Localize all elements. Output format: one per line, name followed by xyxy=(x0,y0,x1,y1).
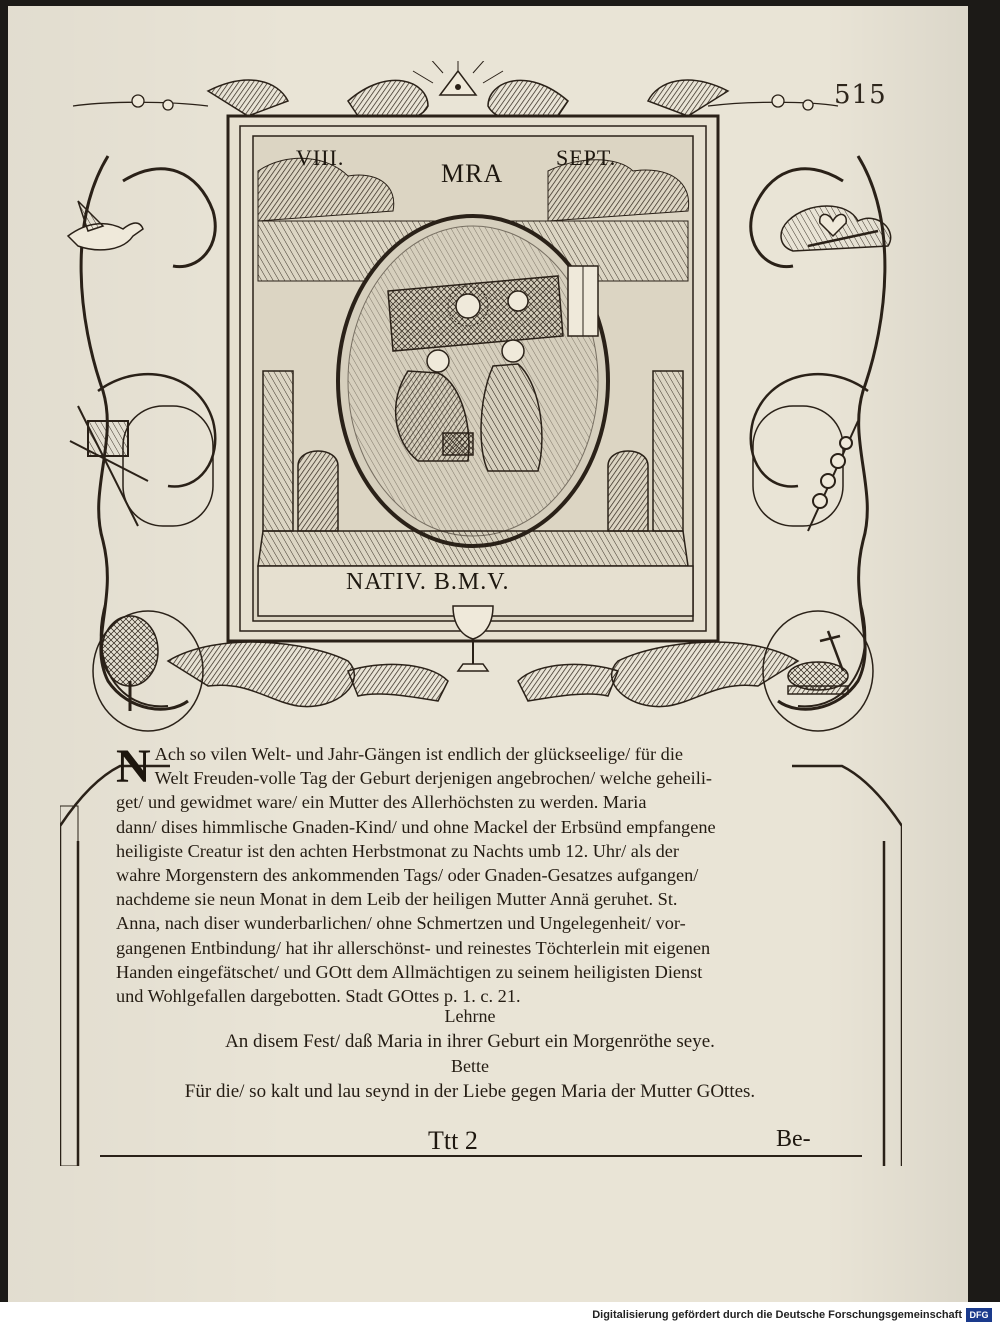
body-line: Ach so vilen Welt- und Jahr-Gängen ist endlich der glückseelige/ für die xyxy=(154,744,684,764)
body-text xyxy=(116,742,824,1008)
drop-cap: N xyxy=(116,740,151,793)
body-line: heiligiste Creatur ist den achten Herbstmonat zu Nachts umb 12. Uhr/ als der xyxy=(116,840,680,861)
signature-mark: Ttt 2 xyxy=(428,1126,478,1155)
body-line: Anna, nach diser wunderbarlichen/ ohne Schmertzen und Ungelegenheit/ vor- xyxy=(116,913,686,934)
catchword: Be- xyxy=(776,1126,811,1152)
prayer-text: Für die/ so kalt und lau seynd in der Liebe gegen Maria der Mutter GOttes. xyxy=(184,1081,756,1102)
dfg-logo: DFG xyxy=(966,1308,992,1322)
page-number: 515 xyxy=(834,80,887,110)
body-line: Handen eingefätschet/ und GOtt dem Allmächtigen zu seinem heiligisten Dienst xyxy=(116,961,703,982)
plate-monogram: MRA xyxy=(441,159,504,188)
plate-month: SEPT. xyxy=(556,145,617,170)
body-line: und Wohlgefallen dargebotten. Stadt GOttes p. 1. c. 21. xyxy=(116,986,521,1007)
plate-day: VIII. xyxy=(296,145,345,170)
body-line: get/ und gewidmet ware/ ein Mutter des Allerhöchsten zu werden. Maria xyxy=(116,792,647,813)
body-line: dann/ dises himmlische Gnaden-Kind/ und ohne Mackel der Erbsünd empfangene xyxy=(116,816,716,837)
heart-cloud-icon xyxy=(781,206,891,251)
prayer-heading: Bette xyxy=(451,1056,489,1076)
body-line: wahre Morgenstern des ankommenden Tags/ oder Gnaden-Gesatzes aufgangen/ xyxy=(116,865,699,886)
dove-icon xyxy=(68,201,143,250)
plate-caption: NATIV. B.M.V. xyxy=(346,569,510,595)
eye-of-god-icon xyxy=(413,61,503,95)
footer-bar xyxy=(0,1302,1000,1331)
body-line: gangenen Entbindung/ hat ihr allerschönst- und reinestes Töchterlein mit eigenen xyxy=(116,937,711,958)
footer-credit: Digitalisierung gefördert durch die Deutsche Forschungsgemeinschaft xyxy=(592,1309,962,1321)
body-line: nachdeme sie neun Monat in dem Leib der heiligen Mutter Annä geruhet. St. xyxy=(116,889,678,910)
body-line: Welt Freuden-volle Tag der Geburt derjenigen angebrochen/ welche geheili- xyxy=(154,768,712,789)
engraving-illustration xyxy=(48,61,918,751)
lesson-text: An disem Fest/ daß Maria in ihrer Geburt ein Morgenröthe seye. xyxy=(225,1031,715,1052)
tree-icon xyxy=(102,616,158,711)
lesson-heading: Lehrne xyxy=(444,1006,496,1026)
book-page xyxy=(8,6,968,1302)
